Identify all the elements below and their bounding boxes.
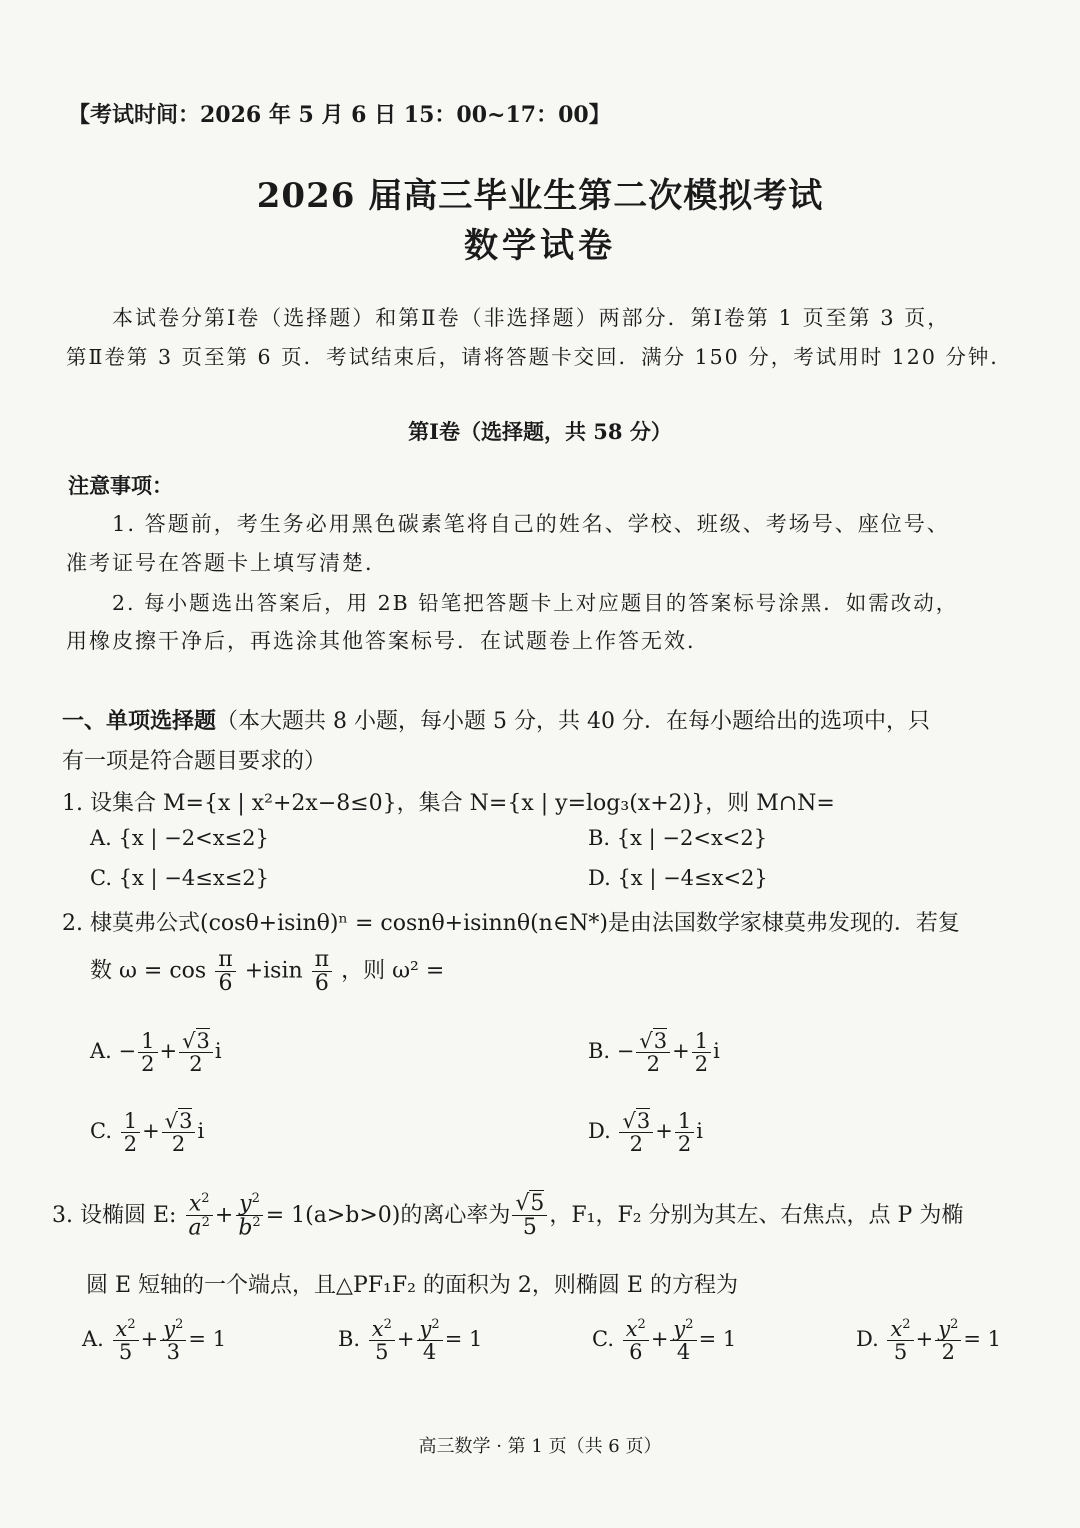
exam-subtitle: 数学试卷 [464,226,616,266]
question-2-number: 2. [62,911,83,936]
part-1-desc: （本大题共 8 小题，每小题 5 分，共 40 分．在每小题给出的选项中，只 [216,709,930,734]
page-footer: 高三数学 · 第 1 页（共 6 页） [418,1436,662,1457]
q1-option-d: D. {x | −4≤x<2} [588,866,768,890]
part-1-title-cont: 有一项是符合题目要求的） [62,749,327,774]
note-2-line-2: 用橡皮擦干净后，再选涂其他答案标号．在试题卷上作答无效． [66,629,710,653]
q2-option-a: A. − $\frac{1}{2}$ + $\frac{√3}{2}$ i [90,1029,222,1077]
intro-line-1: 本试卷分第Ⅰ卷（选择题）和第Ⅱ卷（非选择题）两部分．第Ⅰ卷第 1 页至第 3 页， [112,306,951,330]
note-1-line-2: 准考证号在答题卡上填写清楚． [66,551,388,575]
question-1-text: 设集合 M={x | x²+2x−8≤0}，集合 N={x | y=log₃(x+2)}，则 M∩N= [90,791,835,816]
part-1-label: 一、单项选择题 [62,708,217,734]
notes-title: 注意事项： [68,473,173,498]
q2-option-c: C. $\frac{1}{2}$ + $\frac{√3}{2}$ i [90,1109,205,1157]
pi-over-6-fraction: $\frac{\pi}{6}$ [215,948,235,995]
question-2-text: 棣莫弗公式(cosθ+isinθ)ⁿ = cosnθ+isinnθ(n∈N*)是由法国数学家棣莫弗发现的．若复 [90,911,960,936]
exam-time: 【考试时间：2026 年 5 月 6 日 15：00~17：00】 [68,102,611,128]
question-3-line-2: 圆 E 短轴的一个端点，且△PF₁F₂ 的面积为 2，则椭圆 E 的方程为 [86,1273,738,1298]
q2-option-b: B. − $\frac{√3}{2}$ + $\frac{1}{2}$ i [588,1029,720,1077]
q1-option-c: C. {x | −4≤x≤2} [90,866,270,890]
question-2-line-1 [62,906,960,937]
q3-option-c: C. $\frac{x^2}{6}$ + $\frac{y^2}{4}$ = 1 [592,1317,737,1365]
q1-option-b: B. {x | −2<x<2} [588,826,768,850]
q2-option-d: D. $\frac{√3}{2}$ + $\frac{1}{2}$ i [588,1109,703,1157]
pi-over-6-fraction: $\frac{\pi}{6}$ [312,948,332,995]
question-2-line-2: 数 ω = cos $\frac{\pi}{6}$ +isin $\frac{\pi}{6}$ ，则 ω² = [90,947,445,997]
exam-title: 2026 届高三毕业生第二次模拟考试 [256,176,824,216]
question-1 [62,786,835,817]
q3-option-a: A. $\frac{x^2}{5}$ + $\frac{y^2}{3}$ = 1 [82,1317,227,1365]
intro-line-2: 第Ⅱ卷第 3 页至第 6 页．考试结束后，请将答题卡交回．满分 150 分，考试用时 120 分钟． [66,345,1013,369]
question-3-line-1: 3. 设椭圆 E: $\frac{x^2}{a^2}$ + $\frac{y^2}{b^2}$ = 1(a>b>0)的离心率为 $\frac{√5}{5}$ ，F₁，F₂ 分别为其左、右焦点，点 P 为椭 [52,1191,964,1241]
part-1-title [62,704,930,735]
note-1-line-1: 1. 答题前，考生务必用黑色碳素笔将自己的姓名、学校、班级、考场号、座位号、 [112,512,950,536]
note-2-line-1: 2. 每小题选出答案后，用 2B 铅笔把答题卡上对应题目的答案标号涂黑．如需改动， [112,591,959,615]
question-3-number: 3. [52,1202,73,1228]
section-heading: 第Ⅰ卷（选择题，共 58 分） [408,419,672,444]
q1-option-a: A. {x | −2<x≤2} [90,826,269,850]
question-1-number: 1. [62,791,83,816]
q3-option-d: D. $\frac{x^2}{5}$ + $\frac{y^2}{2}$ = 1 [856,1317,1001,1365]
q3-option-b: B. $\frac{x^2}{5}$ + $\frac{y^2}{4}$ = 1 [338,1317,483,1365]
